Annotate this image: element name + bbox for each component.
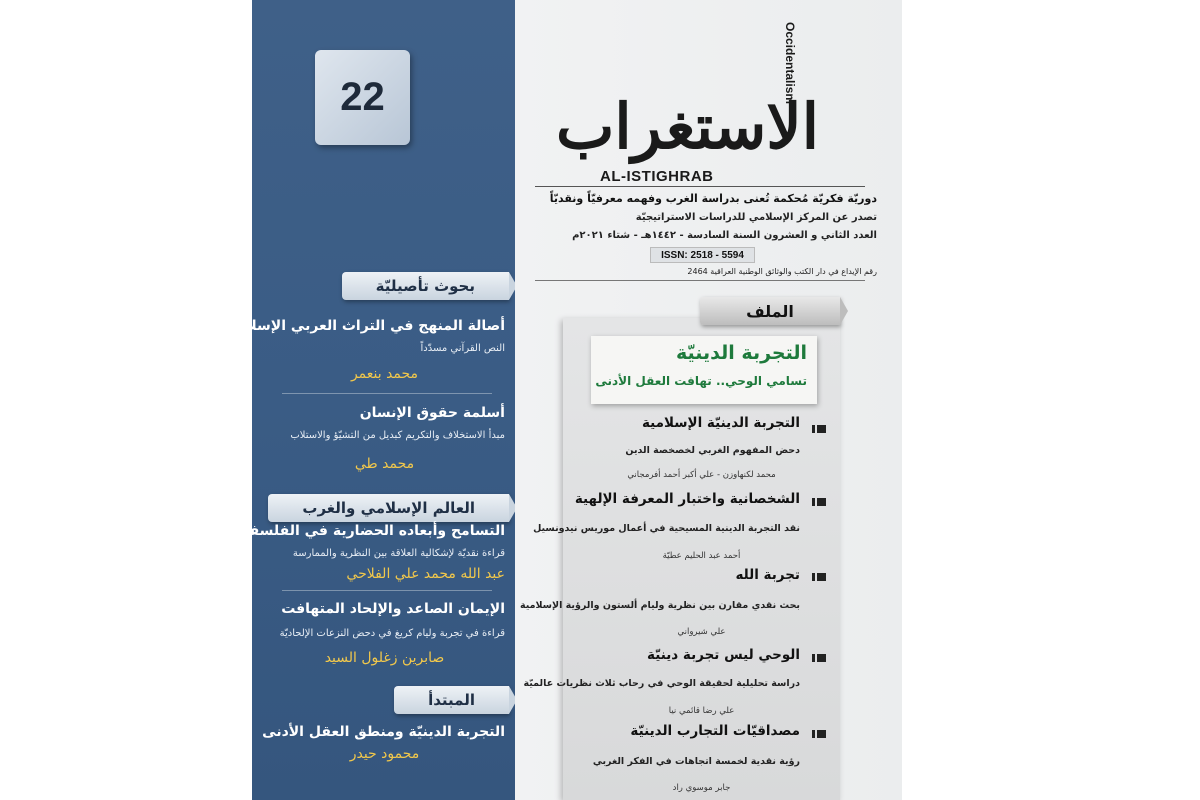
file-article-subtitle: بحث نقدي مقارن بين نظرية وليام ألستون والرؤية الإسلامية: [519, 600, 800, 611]
divider: [535, 186, 865, 187]
tagline: دوريّة فكريّة مُحكمة تُعنى بدراسة الغرب وفهمه معرفيّاً ونقديّاً: [549, 192, 877, 205]
theme-title: التجربة الدينيّة: [676, 342, 807, 364]
article-author: محمد بنعمر: [350, 366, 419, 382]
file-article-title: الوحي ليس تجربة دينيّة: [647, 647, 800, 663]
file-article-subtitle: دحض المفهوم الغربي لخصخصة الدين: [625, 445, 800, 456]
contents-sidebar: [190, 0, 515, 800]
issue-number: 22: [340, 75, 385, 119]
bullet-icon: [812, 425, 826, 433]
magazine-cover: [190, 0, 902, 800]
file-article-subtitle: نقد التجربة الدينية المسيحية في أعمال موريس نيدونسيل: [533, 523, 800, 534]
edition-info: العدد الثاني و العشرون السنة السادسة - ١٤٤٢هـ - شتاء ٢٠٢١م: [572, 230, 877, 241]
article-title: التجربة الدينيّة ومنطق العقل الأدنى: [262, 724, 505, 740]
file-article-title: مصداقيّات التجارب الدينيّة: [630, 723, 800, 739]
bullet-icon: [812, 730, 826, 738]
section-tab-opening: [394, 686, 509, 714]
theme-card: [591, 336, 817, 404]
divider: [282, 590, 492, 591]
latin-title: Occidentalism: [783, 22, 797, 105]
issn-box: ISSN: 2518 - 5594: [650, 247, 755, 263]
file-box: [519, 318, 840, 800]
article-subtitle: النص القرآني مسدّداً: [420, 343, 505, 354]
file-article-author: أحمد عبد الحليم عطيّة: [662, 551, 741, 561]
article-subtitle: قراءة في تجربة وليام كريغ في دحض النزعات الإلحاديّة: [279, 628, 505, 639]
section-label: بحوث تأصيليّة: [375, 277, 475, 295]
bullet-icon: [812, 654, 826, 662]
divider: [535, 280, 865, 281]
article-author: صابرين زغلول السيد: [324, 650, 445, 666]
file-article-author: علي شيرواني: [677, 627, 726, 637]
file-article-author: علي رضا قائمي نيا: [668, 706, 735, 716]
publisher: تصدر عن المركز الإسلامي للدراسات الاستراتيجيّة: [635, 212, 877, 223]
file-article-title: الشخصانية واختبار المعرفة الإلهية: [574, 491, 800, 507]
section-label: المبتدأ: [428, 691, 475, 709]
file-section-tab: [700, 297, 840, 325]
masthead-panel: [515, 0, 902, 800]
article-title: أصالة المنهج في التراث العربي الإسلامي: [223, 318, 505, 334]
section-tab-foundational: [342, 272, 509, 300]
article-author: محمود حيدر: [349, 746, 420, 762]
english-title: AL-ISTIGHRAB: [600, 168, 714, 185]
section-tab-islam-west: [268, 494, 509, 522]
file-article-title: التجربة الدينيّة الإسلامية: [641, 415, 800, 431]
file-article-subtitle: دراسة تحليلية لحقيقة الوحي في رحاب ثلاث نظريات عالميّة: [523, 678, 800, 689]
article-author: محمد طي: [354, 456, 415, 472]
article-title: أسلمة حقوق الإنسان: [359, 405, 505, 421]
theme-subtitle: تسامي الوحي.. تهافت العقل الأدنى: [595, 374, 807, 388]
deposit-number: رقم الإيداع في دار الكتب والوثائق الوطنية العراقية 2464: [687, 267, 877, 276]
divider: [282, 393, 492, 394]
issue-number-box: [315, 50, 410, 145]
file-article-author: جابر موسوي راد: [672, 783, 731, 793]
bullet-icon: [812, 498, 826, 506]
article-author: عبد الله محمد علي الفلاحي: [346, 566, 505, 582]
article-title: التسامح وأبعاده الحضارية في الفلسفة الغربيّة: [190, 523, 505, 539]
file-label: الملف: [746, 301, 794, 321]
section-label: العالم الإسلامي والغرب: [302, 499, 475, 517]
article-title: الإيمان الصاعد والإلحاد المتهافت: [281, 601, 505, 617]
file-article-subtitle: رؤية نقدية لخمسة اتجاهات في الفكر الغربي: [592, 756, 800, 767]
article-subtitle: مبدأ الاستخلاف والتكريم كبديل من التشيّؤ والاستلاب: [290, 430, 505, 441]
bullet-icon: [812, 573, 826, 581]
arabic-logo: الاستغراب: [556, 90, 819, 163]
article-subtitle: قراءة نقديّة لإشكالية العلاقة بين النظرية والممارسة: [292, 548, 505, 559]
file-article-title: تجربة الله: [735, 567, 800, 583]
file-article-author: محمد لكنهاوزن - علي أكبر أحمد أفرمجاني: [627, 470, 776, 480]
